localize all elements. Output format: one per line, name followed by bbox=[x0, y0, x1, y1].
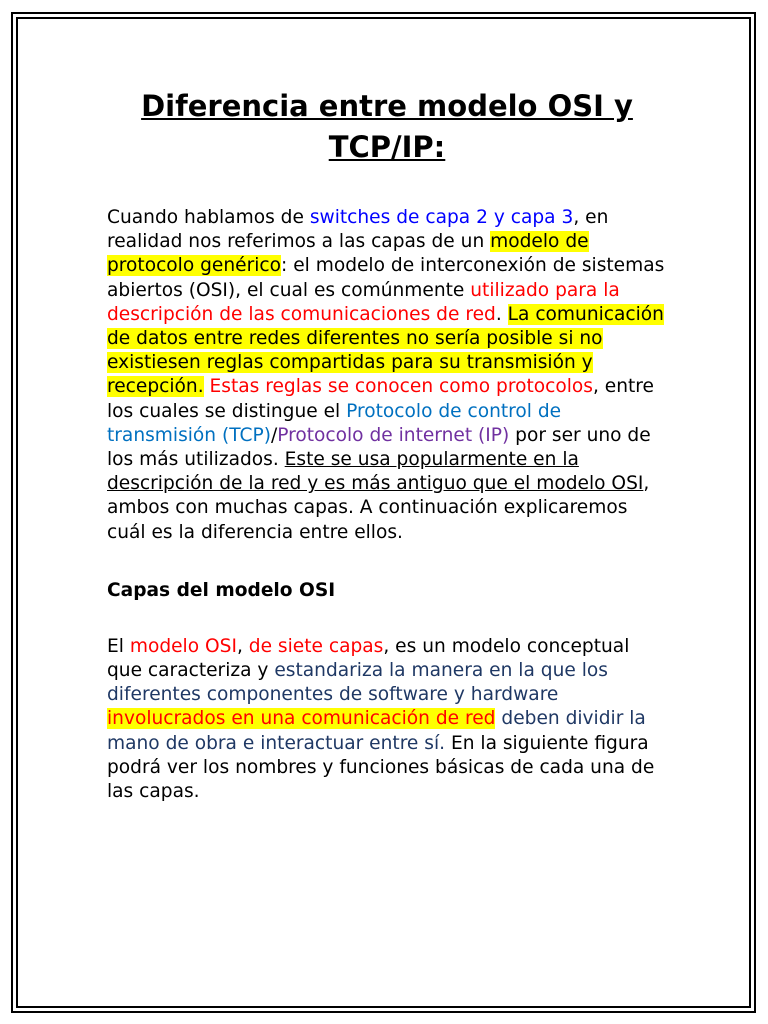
navy-text: deben dividir la mano de obra e interactuar entre sí. bbox=[107, 708, 646, 754]
text-run: : el modelo de interconexión de sistemas abiertos (OSI), el cual es comúnmente bbox=[107, 255, 665, 301]
text-run: En la siguiente figura podrá ver los nombres y funciones básicas de cada una de las capas. bbox=[107, 732, 655, 803]
highlighted-text: La comunicación de datos entre redes diferentes no sería posible si no existiesen reglas compartidas para su transmisión y recepción. bbox=[107, 303, 664, 398]
tcp-text: Protocolo de control de transmisión (TCP) bbox=[107, 400, 562, 446]
text-run: , es un modelo conceptual que caracteriza y bbox=[107, 635, 630, 682]
text-run: . bbox=[495, 303, 508, 325]
red-text: de siete capas bbox=[248, 635, 384, 657]
text-run: Cuando hablamos de bbox=[107, 207, 310, 228]
text-run: , entre los cuales se distingue el bbox=[107, 376, 654, 422]
text-run: / bbox=[270, 424, 278, 446]
text-run: , en realidad nos referimos a las capas de un bbox=[107, 207, 609, 253]
red-text: utilizado para la descripción de las comunicaciones de red bbox=[107, 279, 620, 325]
document-body bbox=[107, 86, 667, 804]
underlined-text: Este se usa popularmente en la descripción de la red y es más antiguo que el modelo OSI bbox=[107, 449, 644, 495]
section-heading: Capas del modelo OSI bbox=[107, 579, 336, 601]
document-title: Diferencia entre modelo OSI y TCP/IP: bbox=[141, 89, 633, 164]
osi-paragraph bbox=[107, 635, 667, 804]
text-run: , ambos con muchas capas. A continuación explicaremos cuál es la diferencia entre ellos. bbox=[107, 473, 650, 543]
red-text: modelo OSI bbox=[129, 635, 237, 657]
text-run: , bbox=[236, 635, 249, 657]
text-run: El bbox=[107, 635, 130, 657]
ip-text: Protocolo de internet (IP) bbox=[277, 424, 510, 446]
text-run: por ser uno de los más utilizados. bbox=[107, 424, 651, 471]
red-highlighted-text: involucrados en una comunicación de red bbox=[107, 708, 496, 730]
navy-text: estandariza la manera en la que los diferentes componentes de software y hardware bbox=[107, 660, 608, 706]
red-text: Estas reglas se conocen como protocolos bbox=[209, 376, 593, 398]
switches-text: switches de capa 2 y capa 3 bbox=[309, 207, 574, 228]
intro-paragraph bbox=[107, 206, 667, 545]
highlighted-text: modelo de protocolo genérico bbox=[107, 231, 589, 277]
